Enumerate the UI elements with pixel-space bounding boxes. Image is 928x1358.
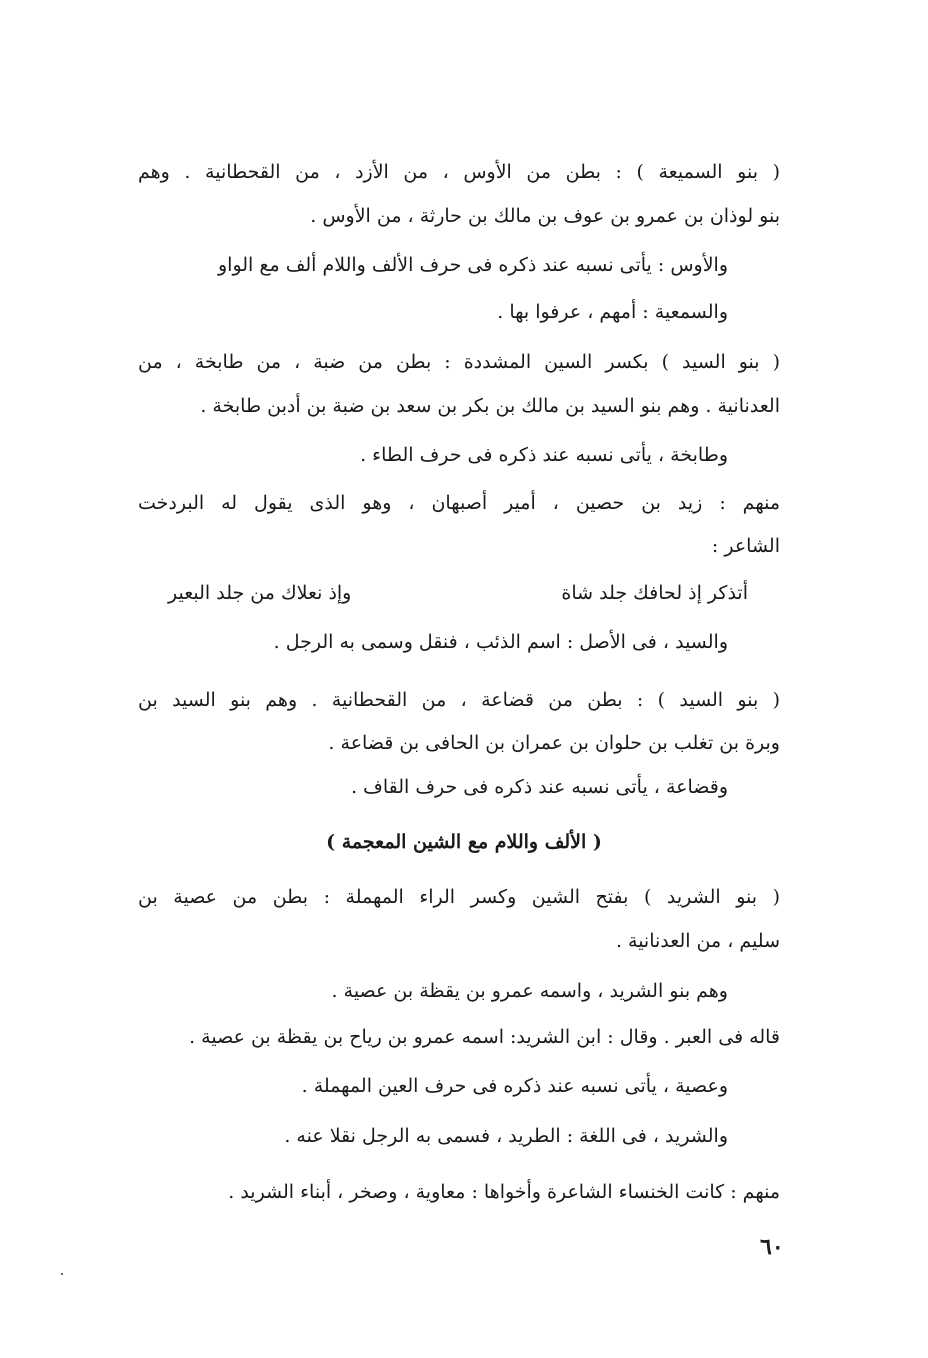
text-line: ( بنو السيد ) بكسر السين المشددة : بطن من ضبة ، من طابخة ، من	[138, 351, 780, 373]
text-line: منهم : كانت الخنساء الشاعرة وأخواها : معاوية ، وصخر ، أبناء الشريد .	[228, 1181, 780, 1203]
verse-first-hemistich: أتذكر إذ لحافك جلد شاة	[561, 582, 748, 604]
text-line: وعصية ، يأتى نسبه عند ذكره فى حرف العين المهملة .	[301, 1075, 728, 1097]
page-number: ٦٠	[760, 1234, 784, 1260]
text-line: وقضاعة ، يأتى نسبه عند ذكره فى حرف القاف .	[351, 776, 728, 798]
text-line: وبرة بن تغلب بن حلوان بن عمران بن الحافى بن قضاعة .	[328, 732, 780, 754]
text-line: العدنانية . وهم بنو السيد بن مالك بن بكر بن سعد بن ضبة بن أدبن طابخة .	[200, 395, 780, 417]
verse-second-hemistich: وإذ نعلاك من جلد البعير	[168, 582, 352, 604]
text-line: والشريد ، فى اللغة : الطريد ، فسمى به الرجل نقلا عنه .	[284, 1125, 728, 1147]
text-line: والسمعية : أمهم ، عرفوا بها .	[497, 301, 728, 323]
text-line: سليم ، من العدنانية .	[615, 930, 780, 952]
text-line: منهم : زيد بن حصين ، أمير أصبهان ، وهو الذى يقول له البردخت	[138, 492, 780, 514]
text-line: ( بنو السميعة ) : بطن من الأوس ، من الأزد ، من القحطانية . وهم	[138, 161, 780, 183]
text-line: وطابخة ، يأتى نسبه عند ذكره فى حرف الطاء .	[360, 444, 728, 466]
text-line: الشاعر :	[711, 535, 780, 557]
verse-line	[168, 578, 748, 608]
section-heading: ( الألف واللام مع الشين المعجمة )	[326, 831, 602, 853]
text-line: بنو لوذان بن عمرو بن عوف بن مالك بن حارثة ، من الأوس .	[310, 205, 780, 227]
text-line: وهم بنو الشريد ، واسمه عمرو بن يقظة بن عصية .	[331, 980, 728, 1002]
text-line: والأوس : يأتى نسبه عند ذكره فى حرف الألف واللام ألف مع الواو	[217, 254, 728, 276]
text-line: والسيد ، فى الأصل : اسم الذئب ، فنقل وسمى به الرجل .	[273, 631, 728, 653]
text-line: ( بنو السيد ) : بطن من قضاعة ، من القحطانية . وهم بنو السيد بن	[138, 689, 780, 711]
scan-speck	[61, 1273, 63, 1275]
text-line: قاله فى العبر . وقال : ابن الشريد: اسمه عمرو بن رياح بن يقظة بن عصية .	[189, 1026, 780, 1048]
text-line: ( بنو الشريد ) بفتح الشين وكسر الراء المهملة : بطن من عصية بن	[138, 886, 780, 908]
